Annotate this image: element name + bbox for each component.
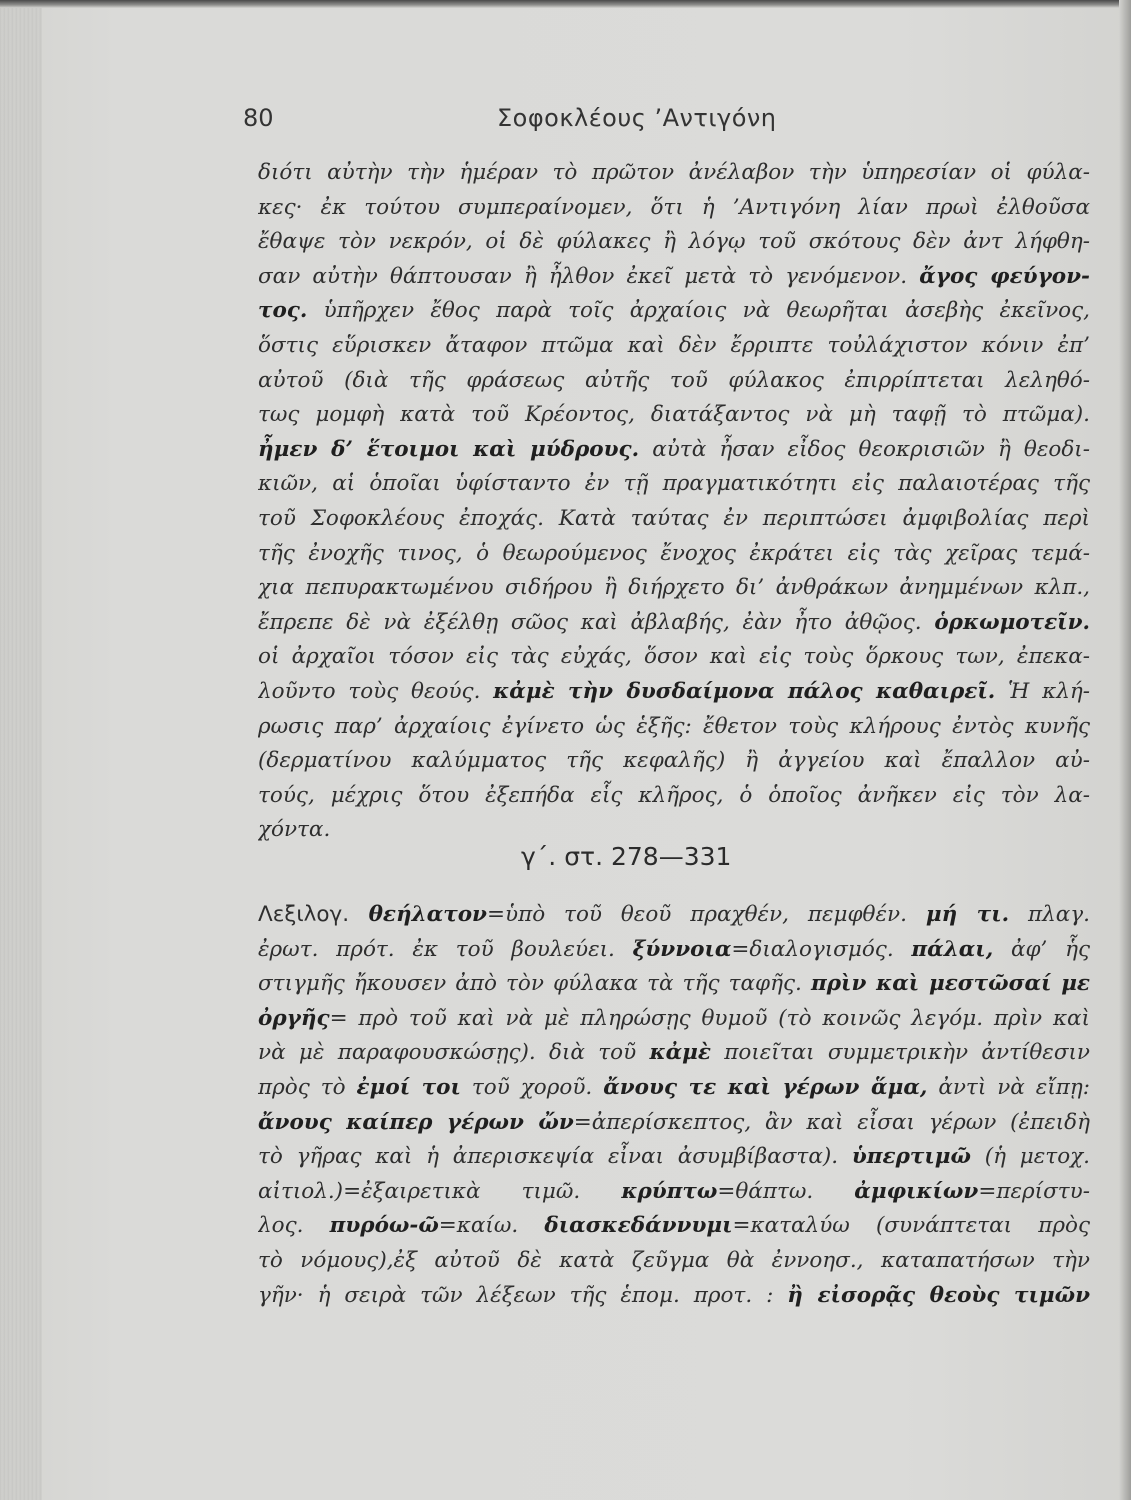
text-run: ἀφ’ ἧς [993, 936, 1090, 962]
text-run: αὐτὰ ἦσαν εἶδος θεοκρισιῶν ἢ θεοδι- [639, 436, 1090, 462]
text-line [258, 433, 1090, 468]
abbreviation: Λεξιλογ. [258, 902, 350, 927]
text-run: σαν αὐτὴν θάπτουσαν ἢ ἦλθον ἐκεῖ μετὰ τὸ γενόμενον. [258, 263, 920, 289]
lemma-term: ἄνους καίπερ γέρων ὤν [258, 1109, 574, 1135]
text-run: κιῶν, αἱ ὁποῖαι ὑφίσταντο ἐν τῇ πραγματικότητι εἰς παλαιοτέρας τῆς [258, 471, 1090, 497]
vocab-line [258, 1106, 1090, 1141]
text-run: αὐτοῦ (διὰ τῆς φράσεως αὐτῆς τοῦ φύλακος ἐπιρρίπτεται λεληθό- [258, 367, 1090, 393]
lemma-term: ἄγος φεύγον- [919, 263, 1090, 289]
text-line [258, 329, 1090, 364]
text-run: =καταλύω (συνάπτεται πρὸς [732, 1213, 1090, 1239]
lemma-term: πάλαι, [911, 936, 994, 962]
lemma-term: πρὶν καὶ μεστῶσαί με [811, 971, 1090, 997]
page-header [0, 104, 1131, 144]
text-line [258, 260, 1090, 295]
lemma-term: κἀμὲ [649, 1040, 711, 1066]
lemma-term: πυρόω-ῶ [329, 1213, 439, 1239]
lemma-term: ἄνους τε καὶ γέρων ἅμα, [603, 1074, 928, 1100]
text-line [258, 364, 1090, 399]
text-line [258, 571, 1090, 606]
text-line [258, 225, 1090, 260]
vocab-line [258, 1279, 1090, 1314]
text-run: διότι αὐτὴν τὴν ἡμέραν τὸ πρῶτον ἀνέλαβον τὴν ὑπηρεσίαν οἱ φύλα- [258, 160, 1090, 185]
text-run: οἱ ἀρχαῖοι τόσον εἰς τὰς εὐχάς, ὅσον καὶ εἰς τοὺς ὅρκους των, ἐπεκα- [258, 644, 1090, 670]
text-run: τὸ γῆρας καὶ ἡ ἀπερισκεψία εἶναι ἀσυμβίβαστα). [258, 1144, 852, 1170]
lemma-term: ξύννοια [632, 936, 732, 962]
right-shadow [1119, 0, 1131, 1500]
vocab-line [258, 1140, 1090, 1175]
text-line [258, 537, 1090, 572]
text-line [258, 467, 1090, 502]
page-number: 80 [243, 104, 274, 132]
text-line [258, 675, 1090, 710]
text-run: (ἡ μετοχ. [970, 1144, 1090, 1170]
vocab-line [258, 1175, 1090, 1210]
vocab-line [258, 967, 1090, 1002]
text-run: = πρὸ τοῦ καὶ νὰ μὲ πληρώσῃς θυμοῦ (τὸ κοινῶς λεγόμ. πρὶν καὶ [329, 1005, 1090, 1031]
text-run: ἐρωτ. πρότ. ἐκ τοῦ βουλεύει. [258, 936, 633, 962]
text-line [258, 710, 1090, 745]
text-run: τοῦ χοροῦ. [460, 1074, 604, 1100]
top-shadow [0, 0, 1131, 8]
text-run: στιγμῆς ἤκουσεν ἀπὸ τὸν φύλακα τὰ τῆς ταφῆς. [258, 971, 811, 997]
lemma-term: ἢ εἰσορᾷς θεοὺς τιμῶν [787, 1282, 1090, 1308]
text-line [258, 606, 1090, 641]
section-heading: γ΄. στ. 278—331 [521, 842, 732, 871]
text-run: πρὸς τὸ [258, 1074, 357, 1100]
vocab-line [258, 1002, 1090, 1037]
text-run: κες· ἐκ τούτου συμπεραίνομεν, ὅτι ἡ ’Αντιγόνη λίαν πρωὶ ἐλθοῦσα [258, 194, 1090, 220]
text-run: τούς, μέχρις ὅτου ἐξεπήδα εἷς κλῆρος, ὁ ὁποῖος ἀνῆκεν εἰς τὸν λα- [258, 782, 1090, 808]
text-run: πλαγ. [1009, 902, 1090, 927]
text-run: αἰτιολ.)=ἐξαιρετικὰ τιμῶ. [258, 1178, 622, 1204]
text-run: λος. [258, 1213, 330, 1239]
text-run: χια πεπυρακτωμένου σιδήρου ἢ διήρχετο δι’ ἀνθράκων ἀνημμένων κλπ., [258, 575, 1090, 601]
text-line [258, 640, 1090, 675]
commentary-block-1 [258, 156, 1090, 848]
text-line [258, 398, 1090, 433]
text-run: =ὑπὸ τοῦ θεοῦ πραχθέν, πεμφθέν. [486, 902, 926, 927]
lemma-term: τος. [258, 298, 308, 324]
text-run: γῆν· ἡ σειρὰ τῶν λέξεων τῆς ἑπομ. προτ. : [258, 1282, 788, 1308]
text-run: λοῦντο τοὺς θεούς. [258, 678, 494, 704]
text-line [258, 744, 1090, 779]
lemma-term: κρύπτω [621, 1178, 718, 1204]
lemma-term: ἀμφικίων [854, 1178, 979, 1204]
vocab-line [258, 898, 1090, 933]
text-line [258, 502, 1090, 537]
text-run: τοῦ Σοφοκλέους ἐποχάς. Κατὰ ταύτας ἐν περιπτώσει ἀμφιβολίας περὶ [258, 505, 1090, 531]
text-run: =καίω. [438, 1213, 545, 1239]
vocab-line [258, 1071, 1090, 1106]
text-run: τως μομφὴ κατὰ τοῦ Κρέοντος, διατάξαντος νὰ μὴ ταφῇ τὸ πτῶμα). [258, 402, 1090, 428]
text-run: ἔπρεπε δὲ νὰ ἐξέλθῃ σῶος καὶ ἀβλαβής, ἐὰν ἦτο ἀθῷος. [258, 609, 935, 635]
text-run: =ἀπερίσκεπτος, ἂν καὶ εἶσαι γέρων (ἐπειδὴ [573, 1109, 1090, 1135]
running-title: Σοφοκλέους ’Αντιγόνη [497, 104, 777, 132]
lemma-term: ἐμοί τοι [356, 1074, 461, 1100]
text-run: ποιεῖται συμμετρικὴν ἀντίθεσιν [710, 1040, 1090, 1066]
text-line [258, 779, 1090, 814]
text-run: Ἡ κλή- [995, 678, 1090, 704]
lemma-term: κἀμὲ τὴν δυσδαίμονα πάλος καθαιρεῖ. [493, 678, 996, 704]
text-run: χόντα. [258, 817, 331, 843]
lemma-term: ὑπερτιμῶ [851, 1144, 971, 1170]
text-line [258, 156, 1090, 191]
page-edges [0, 0, 42, 1500]
text-run: ὅστις εὕρισκεν ἄταφον πτῶμα καὶ δὲν ἔρριπτε τοὐλάχιστον κόνιν ἐπ’ [258, 332, 1090, 358]
text-run: ὑπῆρχεν ἔθος παρὰ τοῖς ἀρχαίοις νὰ θεωρῆται ἀσεβὴς ἐκεῖνος, [307, 298, 1090, 324]
vocab-line [258, 933, 1090, 968]
lemma-term: θεήλατον [349, 902, 487, 927]
lemma-term: ὁρκωμοτεῖν. [934, 609, 1090, 635]
text-run: τὸ νόμους),ἐξ αὐτοῦ δὲ κατὰ ζεῦγμα θὰ ἐννοησ., καταπατήσων τὴν [258, 1247, 1090, 1273]
text-run: =διαλογισμός. [731, 936, 912, 962]
lemma-term: διασκεδάννυμι [544, 1213, 733, 1239]
vocabulary-block [258, 898, 1090, 1313]
text-run: (δερματίνου καλύμματος τῆς κεφαλῆς) ἢ ἀγγείου καὶ ἔπαλλον αὐ- [258, 748, 1090, 774]
text-run: νὰ μὲ παραφουσκώσῃς). διὰ τοῦ [258, 1040, 650, 1066]
lemma-term: ὀργῆς [258, 1005, 330, 1031]
vocab-line [258, 1036, 1090, 1071]
text-run: =περίστυ- [978, 1178, 1090, 1204]
lemma-term: ἦμεν δ’ ἕτοιμοι καὶ μύδρους. [258, 436, 640, 462]
text-line [258, 191, 1090, 226]
text-run: ρωσις παρ’ ἀρχαίοις ἐγίνετο ὡς ἑξῆς: ἔθετον τοὺς κλήρους ἐντὸς κυνῆς [258, 713, 1090, 739]
text-run: ἔθαψε τὸν νεκρόν, οἱ δὲ φύλακες ἢ λόγῳ τοῦ σκότους δὲν ἀντ λήφθη- [258, 229, 1090, 255]
text-run: ἀντὶ νὰ εἴπῃ: [927, 1074, 1090, 1100]
text-run: =θάπτω. [717, 1178, 855, 1204]
vocab-line [258, 1244, 1090, 1279]
text-line [258, 294, 1090, 329]
vocab-line [258, 1209, 1090, 1244]
text-run: τῆς ἐνοχῆς τινος, ὁ θεωρούμενος ἔνοχος ἐκράτει εἰς τὰς χεῖρας τεμά- [258, 540, 1090, 566]
lemma-term: μή τι. [925, 902, 1010, 927]
